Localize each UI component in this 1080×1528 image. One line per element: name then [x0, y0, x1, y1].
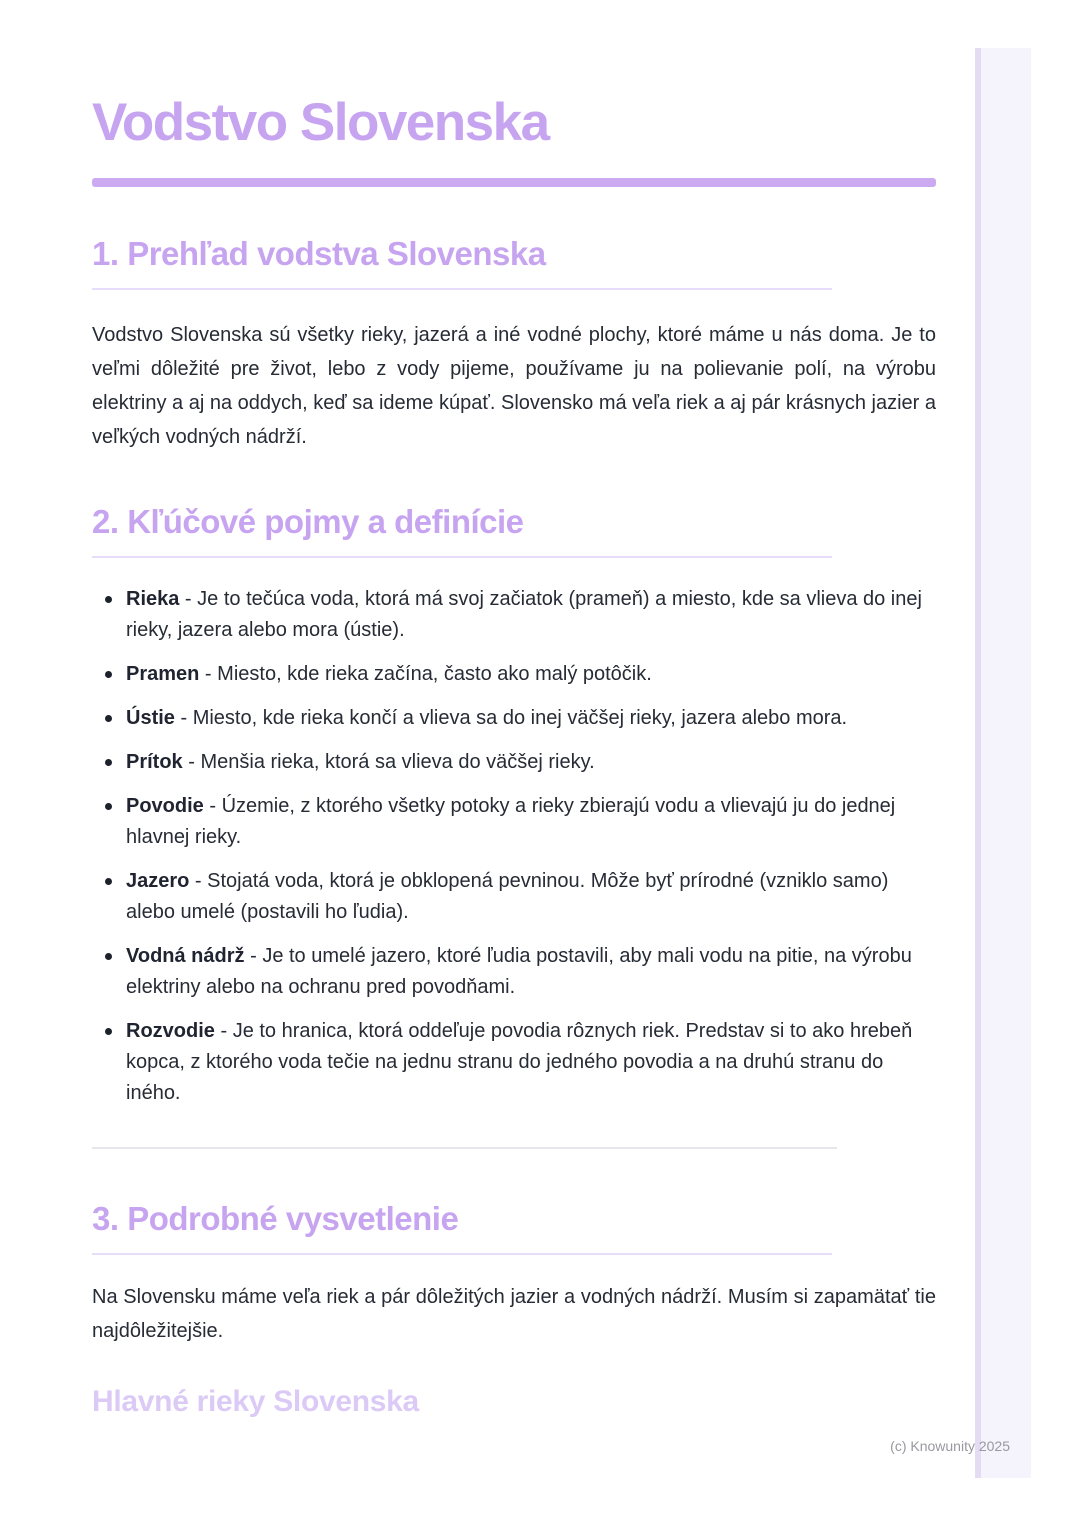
terms-list [92, 584, 936, 1109]
term-name: Jazero [126, 870, 190, 892]
term-item-jazero [126, 866, 936, 928]
term-separator: - [244, 945, 263, 967]
term-name: Vodná nádrž [126, 945, 245, 967]
term-definition: Je to hranica, ktorá oddeľuje povodia rôznych riek. Predstav si to ako hrebeň kopca, z ktorého voda tečie na jednu stranu do jedného povodia a na druhú stranu do iného. [126, 1020, 913, 1104]
term-name: Prítok [126, 751, 183, 773]
term-separator: - [199, 663, 218, 685]
document-content [92, 0, 936, 1418]
term-separator: - [214, 1020, 233, 1042]
term-name: Rozvodie [126, 1020, 215, 1042]
section-3-paragraph: Na Slovensku máme veľa riek a pár dôležitých jazier a vodných nádrží. Musím si zapamätať tie najdôležitejšie. [92, 1286, 936, 1342]
term-name: Povodie [126, 795, 204, 817]
term-definition: Je to tečúca voda, ktorá má svoj začiatok (prameň) a miesto, kde sa vlieva do inej rieky, jazera alebo mora (ústie). [126, 588, 922, 641]
section-3-heading: 3. Podrobné vysvetlenie [92, 1200, 459, 1237]
term-item-pritok [126, 747, 936, 778]
title-rule [92, 178, 936, 187]
decorative-side-bar [975, 48, 1031, 1478]
term-definition: Miesto, kde rieka začína, často ako malý potôčik. [217, 663, 652, 685]
section-1-paragraph: Vodstvo Slovenska sú všetky rieky, jazerá a iné vodné plochy, ktoré máme u nás doma. Je to veľmi dôležité pre život, lebo z vody pijeme, používame ju na polievanie polí, na výrobu elektriny a aj na oddych, keď sa ideme kúpať. Slovensko má veľa riek a aj pár krásnych jazier a veľkých vodných nádrží. [92, 324, 936, 448]
section-2-underline [92, 556, 832, 558]
term-item-rieka [126, 584, 936, 646]
section-1-underline [92, 288, 832, 290]
section-divider [92, 1147, 837, 1149]
page-title: Vodstvo Slovenska [92, 93, 549, 152]
term-definition: Stojatá voda, ktorá je obklopená pevninou. Môže byť prírodné (vzniklo samo) alebo umelé (postavili ho ľudia). [126, 870, 889, 923]
term-separator: - [189, 870, 208, 892]
term-item-rozvodie [126, 1016, 936, 1109]
term-item-ustie [126, 703, 936, 734]
section-3-underline [92, 1253, 832, 1255]
term-name: Pramen [126, 663, 200, 685]
term-definition: Menšia rieka, ktorá sa vlieva do väčšej rieky. [200, 751, 595, 773]
term-item-pramen [126, 659, 936, 690]
section-2-heading: 2. Kľúčové pojmy a definície [92, 503, 524, 540]
term-item-vodna-nadrz [126, 941, 936, 1003]
term-separator: - [179, 588, 198, 610]
term-name: Rieka [126, 588, 180, 610]
term-separator: - [203, 795, 222, 817]
subsection-heading-hlavne-rieky: Hlavné rieky Slovenska [92, 1385, 419, 1418]
term-separator: - [174, 707, 193, 729]
term-definition: Územie, z ktorého všetky potoky a rieky zbierajú vodu a vlievajú ju do jednej hlavnej rieky. [126, 795, 896, 848]
section-1-heading: 1. Prehľad vodstva Slovenska [92, 235, 546, 272]
term-definition: Miesto, kde rieka končí a vlieva sa do inej väčšej rieky, jazera alebo mora. [192, 707, 848, 729]
term-separator: - [182, 751, 201, 773]
footer-copyright: (c) Knowunity 2025 [890, 1438, 1010, 1454]
term-name: Ústie [126, 707, 175, 729]
term-definition: Je to umelé jazero, ktoré ľudia postavili, aby mali vodu na pitie, na výrobu elektriny alebo na ochranu pred povodňami. [126, 945, 912, 998]
term-item-povodie [126, 791, 936, 853]
